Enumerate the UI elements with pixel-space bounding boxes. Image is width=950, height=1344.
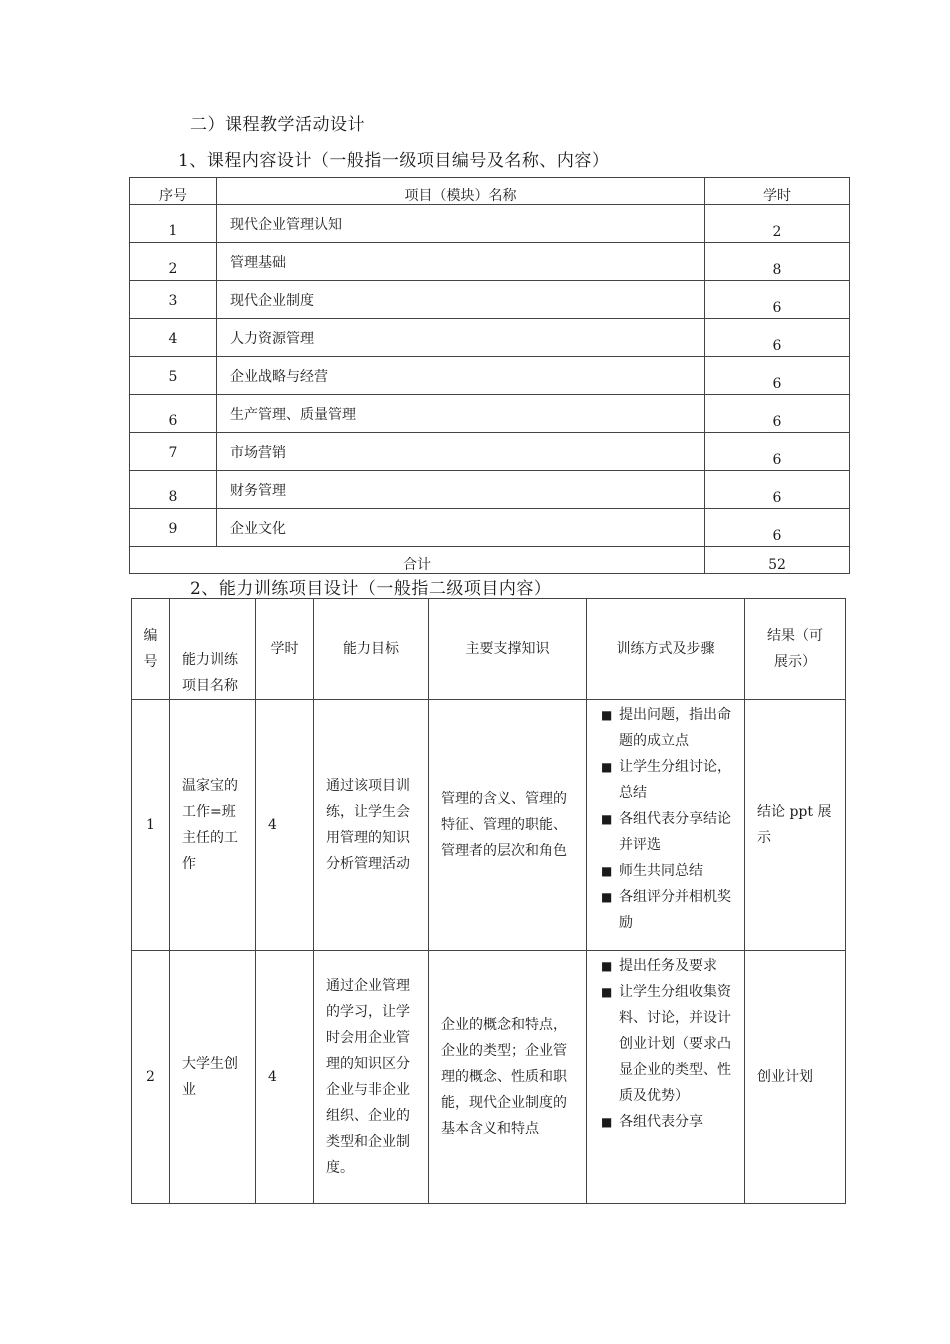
step-text: 让学生分组讨论，总结	[619, 759, 731, 801]
square-bullet-icon: ■	[601, 985, 613, 999]
row-no-cell	[130, 471, 217, 509]
table-row	[130, 509, 850, 547]
row-hours: 6	[772, 376, 782, 392]
row-no: 3	[168, 293, 178, 309]
row-hours: 4	[256, 700, 314, 951]
row-no-cell	[130, 205, 217, 243]
row-name-cell	[217, 395, 705, 433]
row-name: 生产管理、质量管理	[230, 407, 356, 423]
row-hours: 6	[772, 452, 782, 468]
square-bullet-icon: ■	[601, 708, 613, 722]
row-name-cell	[217, 433, 705, 471]
table-header-row	[132, 599, 846, 700]
list-item	[587, 702, 744, 754]
row-name-cell	[217, 205, 705, 243]
row-name-cell	[217, 509, 705, 547]
header-no: 编号	[132, 599, 170, 700]
row-hours: 6	[772, 490, 782, 506]
table-row	[130, 205, 850, 243]
header-project-name: 能力训练项目名称	[170, 599, 256, 700]
row-no: 1	[168, 223, 178, 239]
row-no: 2	[168, 261, 178, 277]
row-no-cell	[130, 281, 217, 319]
row-no: 6	[168, 413, 178, 429]
row-no-cell	[130, 509, 217, 547]
list-item	[587, 884, 744, 936]
list-item	[587, 754, 744, 806]
row-knowledge: 企业的概念和特点，企业的类型；企业管理的概念、性质和职能，现代企业制度的基本含义和特点	[429, 951, 587, 1204]
row-no: 1	[132, 700, 170, 951]
row-hours-cell	[705, 433, 850, 471]
table-row	[130, 471, 850, 509]
square-bullet-icon: ■	[601, 890, 613, 904]
row-no-cell	[130, 319, 217, 357]
table-row	[130, 243, 850, 281]
list-item	[587, 858, 744, 884]
table-row	[132, 951, 846, 1204]
row-name: 现代企业管理认知	[230, 217, 342, 233]
step-text: 提出任务及要求	[619, 958, 717, 974]
total-hours: 52	[705, 547, 850, 574]
step-text: 各组评分并相机奖励	[619, 889, 731, 931]
row-goal: 通过企业管理的学习，让学时会用企业管理的知识区分企业与非企业组织、企业的类型和企业制度。	[314, 951, 429, 1204]
table-row	[132, 700, 846, 951]
step-text: 师生共同总结	[619, 863, 703, 879]
row-name: 现代企业制度	[230, 293, 314, 309]
header-goal: 能力目标	[314, 599, 429, 700]
row-no: 4	[168, 331, 178, 347]
row-hours-cell	[705, 471, 850, 509]
step-text: 各组代表分享	[619, 1114, 703, 1130]
row-no: 5	[168, 369, 178, 385]
content-design-heading: 1、课程内容设计（一般指一级项目编号及名称、内容）	[178, 151, 610, 171]
header-module-name: 项目（模块）名称	[217, 178, 705, 205]
row-no: 8	[168, 489, 178, 505]
table-row	[130, 433, 850, 471]
row-goal: 通过该项目训练，让学生会用管理的知识分析管理活动	[314, 700, 429, 951]
row-hours-cell	[705, 319, 850, 357]
step-text: 让学生分组收集资料、讨论，并设计创业计划（要求凸显企业的类型、性质及优势）	[619, 984, 731, 1104]
row-name-cell	[217, 357, 705, 395]
row-hours-cell	[705, 357, 850, 395]
square-bullet-icon: ■	[601, 812, 613, 826]
step-text: 各组代表分享结论并评选	[619, 811, 731, 853]
row-name: 财务管理	[230, 483, 286, 499]
row-project-name: 温家宝的工作=班主任的工作	[170, 700, 256, 951]
list-item	[587, 953, 744, 979]
row-hours-cell	[705, 281, 850, 319]
total-row	[130, 547, 850, 574]
row-hours: 6	[772, 300, 782, 316]
square-bullet-icon: ■	[601, 1115, 613, 1129]
header-hours: 学时	[256, 599, 314, 700]
row-hours: 2	[772, 224, 782, 240]
table-header-row	[130, 178, 850, 205]
square-bullet-icon: ■	[601, 959, 613, 973]
row-no: 2	[132, 951, 170, 1204]
table-row	[130, 395, 850, 433]
course-content-table	[129, 177, 850, 574]
row-name-cell	[217, 471, 705, 509]
header-no: 序号	[130, 178, 217, 205]
header-hours: 学时	[705, 178, 850, 205]
square-bullet-icon: ■	[601, 864, 613, 878]
row-name-cell	[217, 319, 705, 357]
list-item	[587, 806, 744, 858]
row-name: 市场营销	[230, 445, 286, 461]
row-no: 7	[168, 445, 178, 461]
row-hours: 6	[772, 528, 782, 544]
section-heading: 二）课程教学活动设计	[190, 115, 365, 135]
row-hours-cell	[705, 243, 850, 281]
table-row	[130, 319, 850, 357]
row-steps	[587, 700, 745, 951]
row-hours: 6	[772, 414, 782, 430]
row-no-cell	[130, 243, 217, 281]
row-steps	[587, 951, 745, 1204]
row-name: 企业文化	[230, 521, 286, 537]
row-hours-cell	[705, 205, 850, 243]
row-project-name: 大学生创业	[170, 951, 256, 1204]
table-row	[130, 357, 850, 395]
row-knowledge: 管理的含义、管理的特征、管理的职能、管理者的层次和角色	[429, 700, 587, 951]
training-project-table	[131, 598, 846, 1204]
list-item	[587, 1109, 744, 1135]
row-hours: 8	[772, 262, 782, 278]
row-no: 9	[168, 521, 178, 537]
row-name-cell	[217, 243, 705, 281]
row-name-cell	[217, 281, 705, 319]
row-no-cell	[130, 395, 217, 433]
total-label: 合计	[130, 547, 705, 574]
row-name: 企业战略与经营	[230, 369, 328, 385]
square-bullet-icon: ■	[601, 760, 613, 774]
table-row	[130, 281, 850, 319]
row-result: 创业计划	[745, 951, 846, 1204]
header-knowledge: 主要支撑知识	[429, 599, 587, 700]
row-hours: 6	[772, 338, 782, 354]
row-name: 管理基础	[230, 255, 286, 271]
row-hours-cell	[705, 509, 850, 547]
row-name: 人力资源管理	[230, 331, 314, 347]
row-hours: 4	[256, 951, 314, 1204]
row-no-cell	[130, 357, 217, 395]
header-method: 训练方式及步骤	[587, 599, 745, 700]
training-design-heading: 2、能力训练项目设计（一般指二级项目内容）	[190, 579, 552, 599]
list-item	[587, 979, 744, 1109]
row-result: 结论 ppt 展示	[745, 700, 846, 951]
step-text: 提出问题，指出命题的成立点	[619, 707, 731, 749]
row-hours-cell	[705, 395, 850, 433]
row-no-cell	[130, 433, 217, 471]
header-result: 结果（可展示）	[745, 599, 846, 700]
